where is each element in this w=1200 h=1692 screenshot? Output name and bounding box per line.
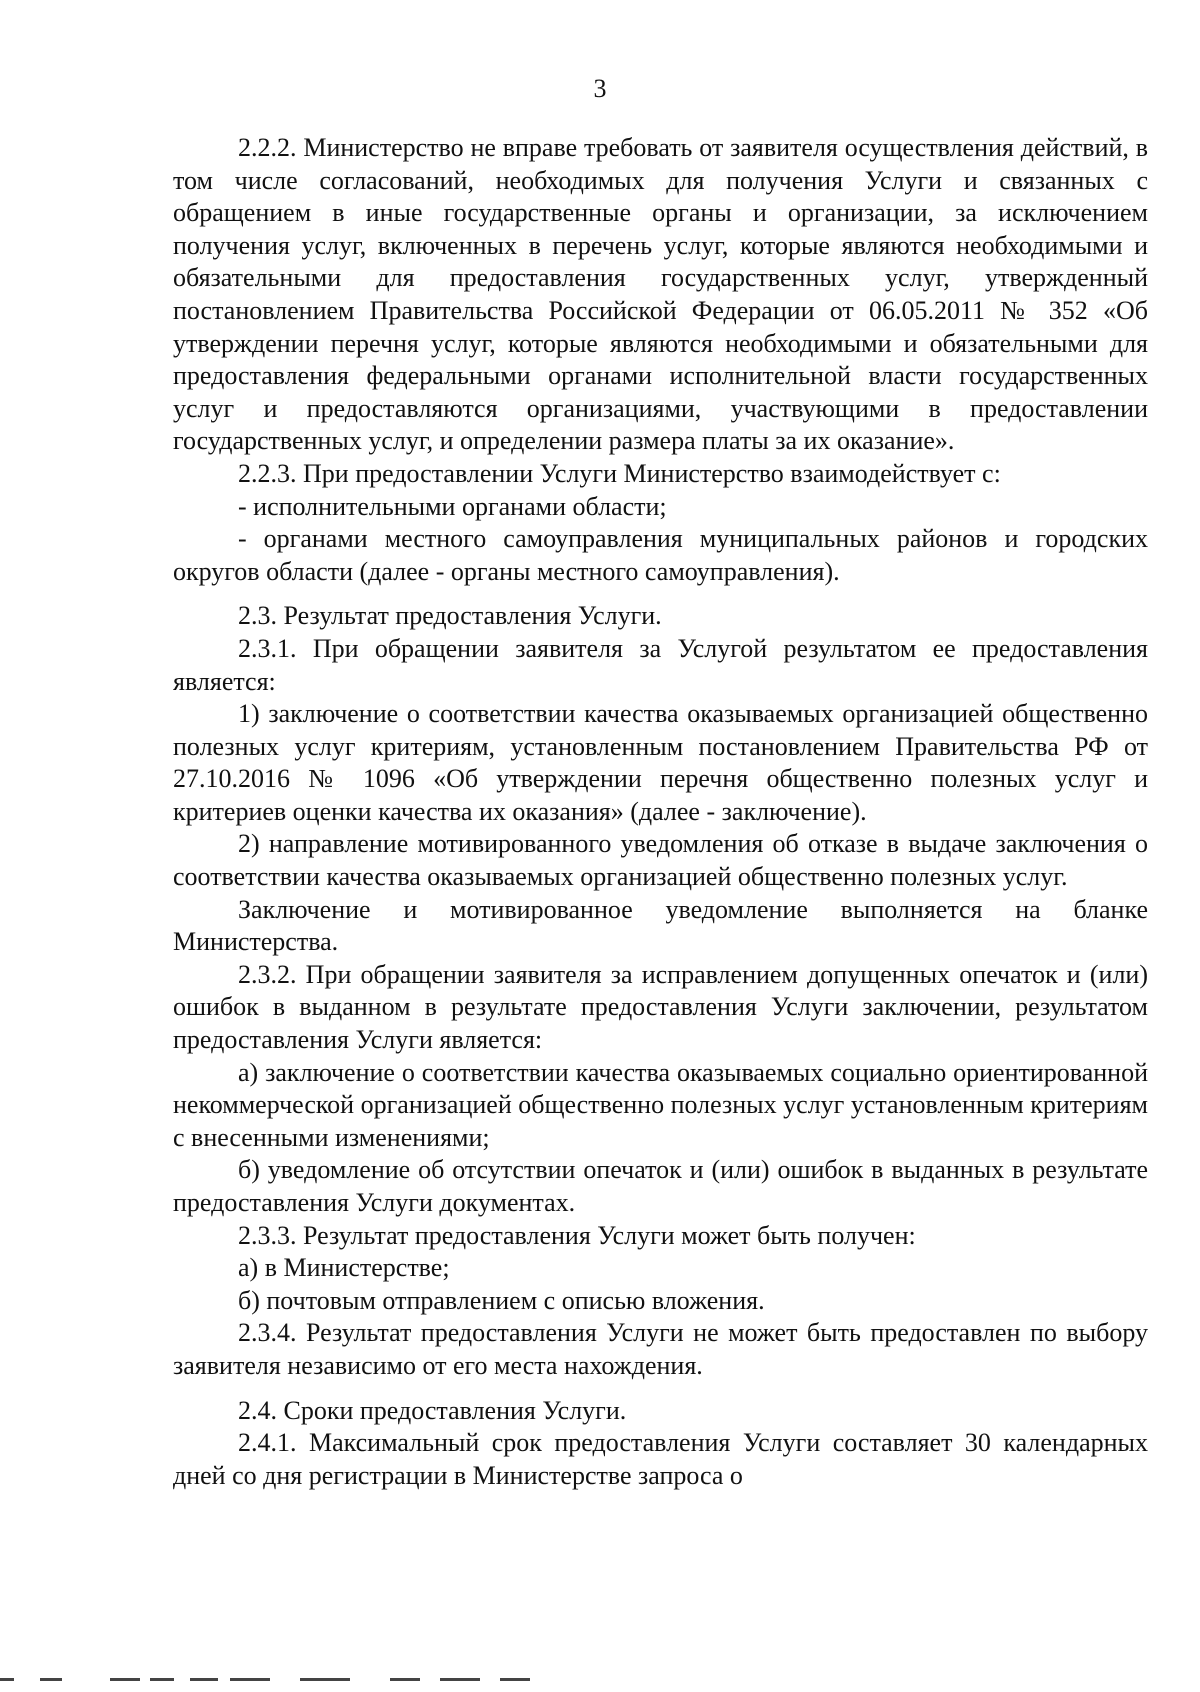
list-item-refusal-notice: 2) направление мотивированного уведомления об отказе в выдаче заключения о соответствии качества оказываемых организацией общественно полезных услуг. xyxy=(173,829,1148,892)
paragraph-2-3-2: 2.3.2. При обращении заявителя за исправлением допущенных опечаток и (или) ошибок в выданном в результате предоставления Услуги заключении, результатом предоставления Услуги является: xyxy=(173,959,1148,1055)
section-heading-2-4: 2.4. Сроки предоставления Услуги. xyxy=(238,1395,627,1425)
paragraph-2-3-3: 2.3.3. Результат предоставления Услуги может быть получен: xyxy=(238,1220,916,1250)
section-heading-2-3: 2.3. Результат предоставления Услуги. xyxy=(238,601,662,631)
list-item-executive-bodies: - исполнительными органами области; xyxy=(238,491,667,521)
paragraph-2-2-3: 2.2.3. При предоставлении Услуги Министерство взаимодействует с: xyxy=(238,458,1001,488)
list-item-local-government: - органами местного самоуправления муниципальных районов и городских округов области (далее - органы местного самоуправления). xyxy=(173,524,1148,586)
paragraph-2-4-1: 2.4.1. Максимальный срок предоставления Услуги составляет 30 календарных дней со дня регистрации в Министерстве запроса о xyxy=(173,1428,1148,1490)
list-item-b-notice: б) уведомление об отсутствии опечаток и (или) ошибок в выданных в результате предоставления Услуги документах. xyxy=(173,1155,1148,1217)
paragraph-2-3-4: 2.3.4. Результат предоставления Услуги не может быть предоставлен по выбору заявителя независимо от его места нахождения. xyxy=(173,1318,1148,1380)
paragraph-2-3-1: 2.3.1. При обращении заявителя за Услугой результатом ее предоставления является: xyxy=(173,633,1148,696)
page-number: 3 xyxy=(593,74,607,103)
document-body xyxy=(173,132,1148,1492)
list-item-a-conclusion: а) заключение о соответствии качества оказываемых социально ориентированной некоммерческой организацией общественно полезных услуг установленным критериям с внесенными изменениями; xyxy=(173,1057,1148,1152)
list-item-b-mail: б) почтовым отправлением с описью вложения. xyxy=(238,1285,765,1315)
paragraph-2-2-2: 2.2.2. Министерство не вправе требовать от заявителя осуществления действий, в том числе согласований, необходимых для получения Услуги и связанных с обращением в иные государственные органы и организации, за исключением получения услуг, включенных в перечень услуг, которые являются необходимыми и обязательными для предоставления государственных услуг, утвержденный постановлением Правительства Российской Федерации от 06.05.2011 № 352 «Об утверждении перечня услуг, которые являются необходимыми и обязательными для предоставления федеральными органами исполнительной власти государственных услуг и предоставляются организациями, участвующими в предоставлении государственных услуг, и определении размера платы за их оказание». xyxy=(173,133,1148,456)
scan-edge-artifact xyxy=(0,1678,560,1684)
list-item-a-ministry: а) в Министерстве; xyxy=(238,1253,450,1283)
paragraph-blank-form: Заключение и мотивированное уведомление выполняется на бланке Министерства. xyxy=(173,894,1148,957)
list-item-conclusion: 1) заключение о соответствии качества оказываемых организацией общественно полезных услуг критериям, установленным постановлением Правительства РФ от 27.10.2016 № 1096 «Об утверждении перечня общественно полезных услуг и критериев оценки качества их оказания» (далее - заключение). xyxy=(173,699,1148,826)
